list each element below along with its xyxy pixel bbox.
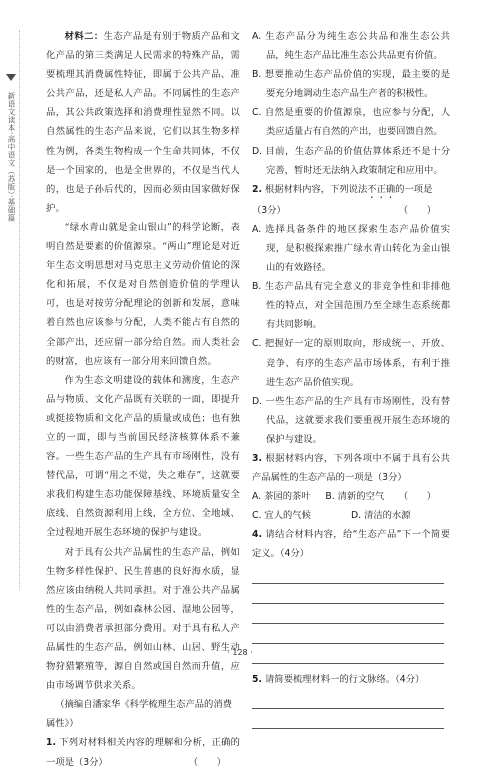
q3-options-row [252, 506, 450, 525]
question-column [252, 27, 450, 729]
q1-option-a[interactable]: A. 生态产品分为纯生态公共品和准生态公共品，纯生态产品比准生态公共品更有价值。 [252, 31, 450, 62]
page-number: · 128 · [227, 648, 253, 657]
answer-line[interactable] [252, 709, 444, 729]
paragraph: 对于具有公共产品属性的生态产品，例如生物多样性保护、民生普惠的良好海水质，显然应该由纳税人共同承担。对于准公共产品属性的生态产品，例如森林公园、湿地公园等，可以由消费者承担部分费用。对于具有私人产品属性的生态产品，例如山林、山居、野生动物狩猎繁殖等，源自自然或国自然而升值，应由市场调节供求关系。 [46, 546, 240, 692]
answer-bracket[interactable]: （ ） [398, 491, 436, 503]
answer-bracket[interactable]: （ ） [398, 204, 436, 216]
q3-option-b[interactable]: B. 清新的空气 [325, 491, 385, 503]
q2-option-a[interactable]: A. 选择具备条件的地区探索生态产品价值实现，是积极探索推广绿水青山转化为金山银山的有效路径。 [252, 223, 450, 274]
reading-column [46, 27, 240, 772]
side-tab-text: 新语文读本·高中语文（苏版）·基础篇 [7, 92, 16, 223]
answer-line[interactable] [252, 564, 444, 584]
question-5: 5. 请简要梳理材料一的行文脉络。（4分） [252, 673, 425, 685]
answer-line[interactable] [252, 584, 444, 604]
q1-option-d[interactable]: D. 目前，生态产品的价值估算体系还不是十分完善，暂时还无法纳入政策制定和应用中。 [252, 145, 450, 176]
q1-option-b[interactable]: B. 想要推动生态产品价值的实现，最主要的是要充分地调动生态产品生产者的积极性。 [252, 69, 450, 100]
q3-option-c[interactable]: C. 宜人的气候 [252, 510, 311, 522]
material-label: 材料二： [64, 31, 104, 42]
arrow-icon [6, 74, 16, 81]
q2-option-c[interactable]: C. 把握好一定的原则取向，形成统一、开放、竞争、有序的生态产品市场体系，有利于推进生态产品价值实现。 [252, 338, 450, 388]
q1-option-c[interactable]: C. 自然是重要的价值源泉，也应参与分配，人类应适量占有自然的产出，也要回馈自然。 [252, 107, 450, 138]
answer-line[interactable] [252, 624, 444, 644]
question-2: 2. 根据材料内容，下列说法不正确的一项是 （3分） （ ） [252, 180, 450, 220]
paragraph: 材料二：生态产品是有别于物质产品和文化产品的第三类满足人民需求的特殊产品，需要梳理其消费属性特征，即属于公共产品、准公共产品，还是私人产品。不同属性的生态产品，其公共政策选择和消费理性显然不同。以自然属性的生态产品来说，它们以其生物多样性为例，各类生物构成一个生命共同体，不仅是一个国家的，也是全世界的，不仅是当代人的，也是子孙后代的，因而必须由国家做好保护。 [46, 31, 240, 214]
answer-bracket[interactable]: （ ） [188, 756, 226, 768]
side-tab [3, 30, 20, 590]
question-1: 1. 下列对材料相关内容的理解和分析，正确的一项是（3分） （ ） [46, 733, 240, 771]
answer-line[interactable] [252, 689, 444, 709]
source-citation: （摘编自潘家华《科学梳理生态产品的消费属性》） [46, 699, 232, 730]
q2-option-d[interactable]: D. 一些生态产品的生产具有市场刚性，没有替代品，这就要求我们要重视开展生态环境的保护与建设。 [252, 395, 450, 445]
q3-option-a[interactable]: A. 茶园的茶叶 [252, 491, 311, 503]
paragraph: 作为生态文明建设的载体和测度，生态产品与物质、文化产品既有关联的一面，即提升或挺接物质和文化产品的质量或成色；也有独立的一面，即与当前国民经济核算体系不兼容。一些生态产品的生产具有市场刚性，没有替代品，可谓“用之不觉，失之难存”，这就要求我们构建生态功能保障基线、环境质量安全底线、自然资源利用上线，全方位、全地域、全过程地开展生态环境的保护与建设。 [46, 374, 240, 539]
q2-option-b[interactable]: B. 生态产品具有完全意义的非竞争性和非排他性的特点，对全国范围乃至全球生态系统都有共同影响。 [252, 281, 450, 331]
q3-options-row [252, 487, 399, 506]
answer-line[interactable] [252, 604, 444, 624]
q3-option-d[interactable]: D. 清洁的水源 [351, 510, 411, 522]
question-4: 4. 请结合材料内容，给“生态产品”下一个简要定义。（4分） [252, 529, 450, 560]
paragraph: “绿水青山就是金山银山”的科学论断，表明自然是要素的价值源泉。“两山”理论是对近年生态文明思想对马克思主义劳动价值论的深化和拓展，不仅是对自然创造价值的学理认可，也是对按劳分配理论的创新和发展，意味着自然也应该参与分配，人类不能占有自然的全部产出，还应留一部分给自然。而人类社会的财富，也应该有一部分用来回馈自然。 [46, 221, 240, 367]
question-3: 3. 根据材料内容，下列各项中不属于具有公共产品属性的生态产品的一项是（3分） （ ） [252, 449, 450, 487]
